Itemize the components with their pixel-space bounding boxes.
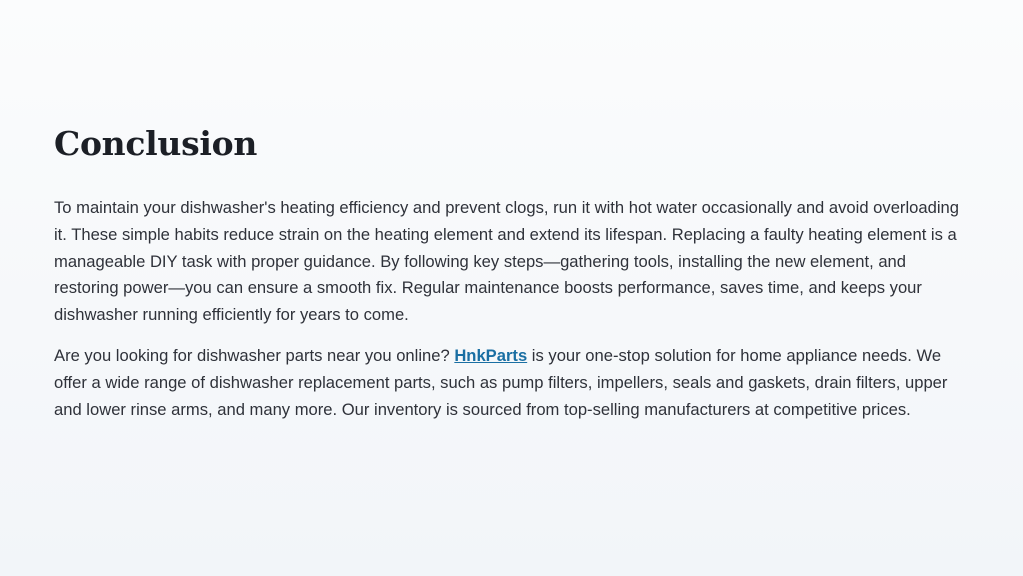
paragraph-hnkparts: [54, 343, 966, 423]
paragraph-hnkparts-rest: is your one-stop solution for home appliance needs. We offer a wide range of dishwasher replacement parts, such as pump filters, impellers, seals and gaskets, drain filters, upper and lower rinse arms, and many more. Our inventory is sourced from top-selling manufacturers at competitive prices.: [54, 345, 948, 419]
hnkparts-link[interactable]: HnkParts: [454, 345, 528, 365]
paragraph-maintenance: To maintain your dishwasher's heating efficiency and prevent clogs, run it with hot water occasionally and avoid overloading it. These simple habits reduce strain on the heating element and extend its lifespan. Replacing a faulty heating element is a manageable DIY task with proper guidance. By following key steps—gathering tools, installing the new element, and restoring power—you can ensure a smooth fix. Regular maintenance boosts performance, saves time, and keeps your dishwasher running efficiently for years to come.: [54, 198, 959, 325]
page-title: Conclusion: [54, 124, 258, 163]
paragraph-hnkparts-intro: Are you looking for dishwasher parts near you online?: [54, 345, 455, 365]
conclusion-section: [54, 122, 966, 423]
